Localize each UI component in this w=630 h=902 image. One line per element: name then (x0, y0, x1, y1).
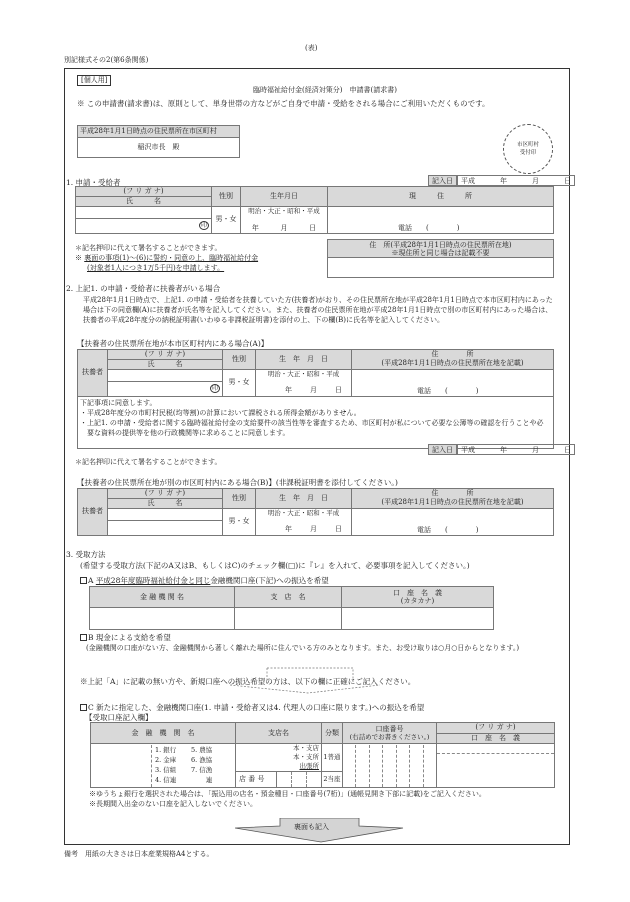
entry-date-1 (428, 175, 575, 186)
furigana-header: (フ リ ガ ナ) (76, 187, 212, 197)
account-number-header: 口座番号 (右詰めでお書きください。) (343, 723, 437, 744)
bank-field[interactable] (91, 744, 236, 788)
page-title: 臨時福祉給付金(経済対策分) 申請書(請求書) (253, 86, 397, 94)
dependent-a-name-field[interactable] (108, 381, 223, 396)
dependent-a-address-field[interactable]: 電話 ( ) (352, 369, 554, 396)
entry-date-field[interactable]: 平成 年 月 日 (457, 175, 575, 186)
birth-header: 生 年 月 日 (256, 350, 352, 370)
applicant-table (75, 186, 554, 234)
applicant-name-field[interactable] (76, 218, 212, 233)
option-b-note: (金融機関の口座がない方、金融機関から著しく離れた場所に住んでいる方のみとなります。また、お受け取りは○月○日からとなります。) (86, 644, 520, 652)
name-header: 氏 名 (108, 359, 223, 369)
fuyosha-label: 扶養者 (78, 350, 108, 397)
applicant-furigana-field[interactable] (76, 206, 212, 218)
dormant-note: ※長期間入出金のない口座を記入しないでください。 (89, 800, 257, 808)
dependent-b-name-field[interactable] (108, 520, 223, 535)
entry-date-label: 記入日 (428, 175, 457, 186)
account-type-ordinary[interactable]: 1普通 (322, 744, 343, 772)
holder-furigana-input[interactable] (437, 744, 554, 754)
side-label: (表) (305, 44, 318, 52)
bank-name-header: 金 融 機 関 名 (91, 723, 236, 744)
bank-name-input[interactable] (91, 745, 151, 787)
applicant-gender-field[interactable]: 男・女 (212, 206, 241, 233)
option-c-checkbox[interactable] (80, 704, 87, 711)
applicant-birth-field[interactable] (241, 206, 328, 233)
account-a-table (89, 586, 494, 630)
phone-field[interactable]: ( ) (426, 223, 460, 232)
addressee-value[interactable]: 稲沢市長 殿 (78, 138, 240, 158)
usage-note: ※ この申請書(請求書)は、原則として、単身世帯の方などがご自身で申請・受給をされる場合にご利用いただくものです。 (77, 99, 490, 108)
addressee-header: 平成28年1月1日時点の住民票所在市区町村 (78, 126, 240, 138)
dependent-a-birth-field[interactable]: 明治・大正・昭和・平成 年 月 日 (256, 369, 352, 396)
address-header: 住 所 (平成28年1月1日時点の住民票所在地を記載) (352, 489, 554, 509)
bank-types-right[interactable]: 5. 農協 6. 漁協 7. 信漁 連 (191, 745, 213, 784)
branch-header: 支店名 (236, 723, 322, 744)
gender-header: 性別 (212, 187, 241, 207)
era-options: 明治・大正・昭和・平成 (248, 206, 320, 215)
dependent-b-birth-field[interactable]: 明治・大正・昭和・平成 年 月 日 (256, 508, 352, 535)
previous-address-field[interactable] (328, 258, 554, 278)
previous-address-header: 住 所(平成28年1月1日時点の住民票所在地) ※現住所と同じ場合は記載不要 (328, 240, 554, 258)
account-holder-field[interactable] (437, 744, 555, 788)
previous-address-table (327, 239, 554, 278)
option-b-checkbox[interactable] (80, 634, 87, 641)
option-a-checkbox[interactable] (80, 577, 87, 584)
section1-heading: 1. 申請・受給者 (66, 178, 121, 187)
yucho-note: ※ゆうちょ銀行を選択された場合は、「振込用の店名・預金種目・口座番号(7桁)」(通帳見開き下部に記載)をご記入ください。 (89, 790, 486, 798)
stamp-line2: 受付印 (519, 150, 537, 156)
branch-number-field[interactable]: 店 番 号 (236, 772, 322, 788)
account-c-table (90, 722, 555, 788)
option-b[interactable]: B 現金による支給を希望 (80, 633, 171, 642)
category-badge: [個人用] (77, 75, 111, 86)
form-id: 別記様式その2(第6条関係) (64, 56, 149, 64)
footer-note: 備考 用紙の大きさは日本産業規格A4とする。 (64, 850, 214, 858)
phone-label: 電話 (398, 223, 412, 232)
account-section-label: 【受取口座記入欄】 (85, 713, 153, 722)
holder-header: 口 座 名 義 (437, 733, 555, 744)
dependent-b-gender-field[interactable]: 男・女 (223, 508, 256, 535)
entry-date-2: 記入日 平成 年 月 日 (428, 444, 575, 455)
birth-header: 生年月日 (241, 187, 328, 207)
type-header: 分類 (322, 723, 343, 744)
address-header: 住 所 (平成28年1月1日時点の住民票所在地を記載) (352, 350, 554, 370)
reception-stamp-area (503, 124, 553, 174)
entry-date-field-2[interactable]: 平成 年 月 日 (457, 444, 575, 455)
consent-title: 下記事項に同意します。 (80, 398, 157, 407)
seal-icon: 印 (200, 222, 207, 230)
pledge: ※ 裏面の事項(1)～(6)に誓約・同意の上、臨時福祉給付金 (対象者1人につき1万5千円)を申請します。 (75, 254, 259, 272)
dependent-a-furigana-field[interactable] (108, 369, 223, 381)
consent-item-2: ・上記1. の申請・受給者に関する臨時福祉給付金の支給要件の該当性等を審査するため、市区町村が私について必要な公簿等の確認を行うことや必要な資料の提供等を他の行政機関等に求めることに同意します。 (80, 418, 544, 437)
sign-note-1: ＊記名押印に代えて署名することができます。 (75, 244, 222, 252)
option-a[interactable]: A 平成28年度臨時福祉給付金と同じ金融機関口座(下記)への振込を希望 (80, 576, 329, 585)
account-holder-field[interactable] (342, 608, 494, 630)
subsection-a: 【扶養者の住民票所在地が本市区町村内にある場合(A)】 (77, 339, 269, 348)
name-header: 氏 名 (108, 498, 223, 508)
section2-body: 平成28年1月1日時点で、上記1. の申請・受給者を扶養していた方(扶養者)がおり、その住民票所在地が平成28年1月1日時点で本市区町村内にあった場合は下の同意欄(A)に扶養者が氏名等を記入してください。また、扶養者の住民票所在地が平成28年1月1日時点で別の市区町村内にあった場合は、扶養者の平成28年度分の納税証明書(いわゆる非課税証明書)を添付の上、下の欄(B)に氏名等を記入してください。 (83, 296, 553, 324)
furigana-header: (フ リ ガ ナ) (108, 489, 223, 499)
fuyosha-label: 扶養者 (78, 489, 108, 536)
continue-on-back-label: 裏面も記入 (294, 823, 329, 831)
seal-icon: 印 (211, 385, 218, 393)
name-header: 氏 名 (76, 196, 212, 206)
gender-header: 性別 (223, 489, 256, 509)
account-number-field[interactable] (343, 744, 437, 788)
bank-name-header: 金 融 機 関 名 (90, 587, 235, 608)
addressee-box (77, 125, 240, 158)
birth-header: 生 年 月 日 (256, 489, 352, 509)
applicant-address-field[interactable] (328, 206, 554, 233)
section3-instruction: (希望する受取方法(下記のA又はB、もしくはC)のチェック欄(□)に『レ』を入れて、必要事項を記入してください。) (80, 561, 470, 570)
birth-ymd: 年 月 日 (251, 223, 317, 232)
dependent-a-gender-field[interactable]: 男・女 (223, 369, 256, 396)
dependent-b-table (77, 488, 554, 536)
current-address-header: 現 住 所 (328, 187, 554, 207)
subsection-b: 【扶養者の住民票所在地が別の市区町村内にある場合(B)】(非課税証明書を添付してください。) (77, 478, 398, 487)
section2-heading: 2. 上記1. の申請・受給者に扶養者がいる場合 (66, 284, 221, 293)
account-type-checking[interactable]: 2当座 (322, 772, 343, 788)
branch-name-field[interactable] (235, 608, 342, 630)
option-c[interactable]: C 新たに指定した、金融機関口座(1. 申請・受給者又は4. 代理人の口座に限ります。)への振込を希望 (80, 703, 424, 712)
callout-note: ※上記「A」に記載の無い方や、新規口座への振込希望の方は、以下の欄に正確にご記入ください。 (80, 677, 416, 686)
consent-box (78, 396, 554, 448)
bank-name-field[interactable] (90, 608, 235, 630)
branch-type-field[interactable]: 本・支店 本・支所 出張所 (236, 744, 322, 772)
consent-item-1: ・平成28年度分の市町村民税(均等割)の計算において課税される所得金額がありません。 (80, 408, 361, 417)
dependent-a-table (77, 349, 554, 449)
branch-name-header: 支 店 名 (235, 587, 342, 608)
callout-dashed-arrow (230, 665, 380, 695)
bank-types-left[interactable]: 1. 銀行 2. 金庫 3. 信組 4. 信連 (151, 745, 191, 787)
dependent-b-address-field[interactable]: 電話 ( ) (352, 508, 554, 535)
holder-furigana-header: (フ リ ガ ナ) (437, 723, 555, 734)
stamp-line1: 市区町村 (516, 142, 539, 148)
gender-header: 性別 (223, 350, 256, 370)
account-holder-header: 口 座 名 義 (カタカナ) (342, 587, 494, 608)
furigana-header: (フ リ ガ ナ) (108, 350, 223, 360)
dependent-b-furigana-field[interactable] (108, 508, 223, 520)
sign-note-2: ＊記名押印に代えて署名することができます。 (75, 458, 222, 466)
section3-heading: 3. 受取方法 (66, 550, 106, 559)
